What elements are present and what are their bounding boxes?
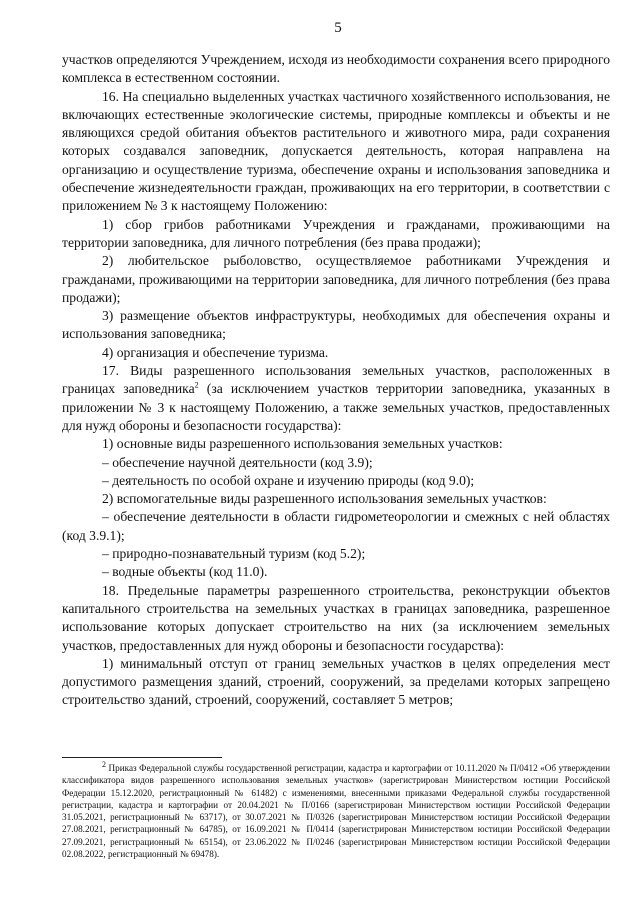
paragraph-17-dash-5: – водные объекты (код 11.0). [102,564,268,580]
paragraph-17-sub-1: 1) основные виды разрешенного использования земельных участков: [102,436,503,452]
footnote-separator [62,757,222,758]
footnote-text: Приказ Федеральной службы государственной регистрации, кадастра и картографии от 10.11.2020 № П/0412 «Об утверждении классификатора видов разрешенного использования земельных участков» (зарегистрирован Министерством юстиции Российской Федерации 15.12.2020, регистрационный № 61482) с изменениями, внесенными приказами Федеральной службы государственной регистрации, кадастра и картографии от 20.04.2021 № П/0166 (зарегистрирован Министерством юстиции Российской Федерации 31.05.2021, регистрационный № 63717), от 30.07.2021 № П/0326 (зарегистрирован Министерством юстиции Российской Федерации 27.08.2021, регистрационный № 64785), от 16.09.2021 № П/0414 (зарегистрирован Министерством юстиции Российской Федерации 27.09.2021, регистрационный № 65154), от 23.06.2022 № П/0246 (зарегистрирован Министерством юстиции Российской Федерации 02.08.2022, регистрационный № 69478). [62,763,610,860]
paragraph-17-dash-4: – природно-познавательный туризм (код 5.2); [102,546,366,562]
footnote-reference: 2 [194,380,199,390]
paragraph-17-dash-3: – обеспечение деятельности в области гидрометеорологии и смежных с ней областях (код 3.9.1); [62,509,610,543]
paragraph-item-16: 16. На специально выделенных участках частичного хозяйственного использования, не включающих естественные экологические системы, природные комплексы и объекты и не являющихся средой обитания объектов растительного и животного мира, ради сохранения которых создавался заповедник, допускается деятельность, которая направлена на организацию и осуществление туризма, обеспечение охраны и использования заповедника и обеспечение жизнедеятельности граждан, проживающих на его территории, в соответствии с приложением № 3 к настоящему Положению: [62,88,610,214]
body-text [62,51,610,710]
paragraph-continuation: участков определяются Учреждением, исходя из необходимости сохранения всего природного комплекса в естественном состоянии. [62,52,610,86]
footnote-marker: 2 [102,759,106,769]
paragraph-16-sub-4: 4) организация и обеспечение туризма. [102,344,329,360]
paragraph-17-text-before: 17. Виды разрешенного использования земельных участков, расположенных в границах заповедника [62,363,610,397]
page-number: 5 [334,20,342,36]
paragraph-17-dash-1: – обеспечение научной деятельности (код 3.9); [102,454,373,470]
paragraph-17-text-after: (за исключением участков территории заповедника, указанных в приложении № 3 к настоящему Положению, а также земельных участков, предоставленных для нужд обороны и безопасности государства): [62,381,610,433]
footnote [62,759,610,860]
paragraph-16-sub-3: 3) размещение объектов инфраструктуры, необходимых для обеспечения охраны и использования заповедника; [62,308,610,342]
paragraph-16-sub-1: 1) сбор грибов работниками Учреждения и гражданами, проживающими на территории заповедника, для личного потребления (без права продажи); [62,216,610,250]
paragraph-17-dash-2: – деятельность по особой охране и изучению природы (код 9.0); [102,472,475,488]
paragraph-16-sub-2: 2) любительское рыболовство, осуществляемое работниками Учреждения и гражданами, проживающими на территории заповедника, для личного потребления (без права продажи); [62,253,610,305]
paragraph-18-sub-1: 1) минимальный отступ от границ земельных участков в целях определения мест допустимого размещения зданий, строений, сооружений, за пределами которых запрещено строительство зданий, строений, сооружений, составляет 5 метров; [62,655,610,708]
paragraph-item-17 [62,362,610,435]
paragraph-17-sub-2: 2) вспомогательные виды разрешенного использования земельных участков: [102,491,547,507]
paragraph-item-18: 18. Предельные параметры разрешенного строительства, реконструкции объектов капитального строительства на земельных участках в границах заповедника, разрешенное использование которых допускает строительство на них (за исключением земельных участков, предоставленных для нужд обороны и безопасности государства): [62,582,610,653]
